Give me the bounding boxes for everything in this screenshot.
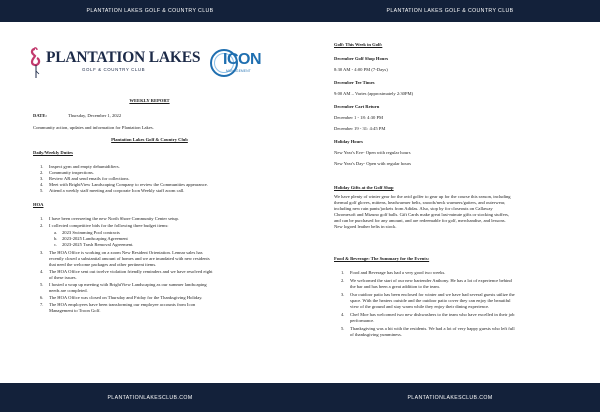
cart-return-line: December 1 - 18: 4:30 PM: [334, 115, 384, 120]
report-title: WEEKLY REPORT: [129, 98, 170, 103]
holiday-hours-heading: Holiday Hours: [334, 139, 363, 144]
holiday-hours-line: New Year's Eve- Open with regular hours: [334, 150, 411, 155]
list-item: Attend a weekly staff meeting and corporate Icon Weekly staff zoom call.: [49, 188, 185, 193]
sub-list-item: 2023 Swimming Pool contracts: [62, 230, 120, 235]
list-item-continued: Management to Troon Golf.: [49, 308, 101, 313]
list-item: The HOA Office is working on a zoom New Resident Orientation. Lennar sales has: [49, 250, 203, 255]
list-number: 3.: [341, 292, 345, 297]
list-item: The HOA Office sent out twelve violation friendly reminders and we have resolved eight: [49, 269, 213, 274]
list-item: Community inspections.: [49, 170, 94, 175]
list-number: 1.: [40, 164, 44, 169]
icon-logo-subtext: MANAGEMENT: [226, 69, 251, 73]
list-number: 7.: [40, 302, 44, 307]
gifts-heading: Holiday Gifts at the Golf Shop: [334, 185, 394, 190]
plantation-lakes-logo-subtext: GOLF & COUNTRY CLUB: [82, 67, 146, 72]
paragraph-line: We have plenty of winter gear for the avid golfer to gear up for the course this season, including: [334, 194, 511, 199]
tee-times-heading: December Tee Times: [334, 80, 375, 85]
paragraph-line: including new rain pants/jackets from Adidas. Also, stop by for closeouts on Callaway: [334, 206, 493, 211]
list-number: 4.: [341, 312, 345, 317]
list-item-continued: space. With the heaters outside and the outdoor patio cover they can enjoy the beautiful: [350, 298, 511, 303]
sub-list-letter: c.: [54, 242, 58, 247]
list-item: I hosted a wrap up meeting with BrightView Landscaping as our summer landscaping: [49, 282, 207, 287]
tee-times-value: 9:00 AM – Varies (approximately 2:30PM): [334, 91, 414, 96]
cart-return-heading: December Cart Return: [334, 104, 380, 109]
duties-heading: Daily/Weekly Duties: [33, 150, 73, 155]
paragraph-line: Chromesoft and Mizuno golf balls. Gift Cards make great last-minute gifts or stocking stuffers,: [334, 212, 510, 217]
list-number: 5.: [40, 188, 44, 193]
flamingo-logo-icon: [29, 47, 43, 79]
header-band: [0, 0, 600, 22]
list-number: 3.: [40, 176, 44, 181]
list-item: The HOA employees have been transforming our employee accounts from Icon: [49, 302, 196, 307]
list-number: 2.: [40, 223, 44, 228]
list-number: 2.: [341, 278, 345, 283]
sub-list-letter: a.: [54, 230, 58, 235]
sub-list-item: 2023-2025 Trash Removal Agreement.: [62, 242, 134, 247]
list-item-continued: view of the ground and stay warm while they enjoy their dining experience.: [350, 304, 490, 309]
list-item: Chef Moe has welcomed two new dishwashers to the team who have excelled in their job: [350, 312, 515, 317]
icon-logo-text: ICON: [223, 51, 261, 68]
list-item: Review AR and send emails for collections.: [49, 176, 130, 181]
date-label: DATE:: [33, 113, 47, 118]
list-number: 3.: [40, 250, 44, 255]
list-number: 5.: [40, 282, 44, 287]
left-page: [0, 22, 299, 383]
list-item-continued: of thanksgiving yumminess.: [350, 332, 402, 337]
list-number: 6.: [40, 295, 44, 300]
paragraph-line: New logoed leather belts in stock.: [334, 224, 397, 229]
logo-row: [29, 47, 269, 81]
list-item-continued: recently closed a substantial amount of homes and we are inundated with new residents: [49, 256, 210, 261]
list-number: 4.: [40, 269, 44, 274]
footer-band: [0, 383, 600, 412]
list-item-continued: performance.: [350, 318, 375, 323]
footer-link-left[interactable]: PLANTATIONLAKESCLUB.COM: [107, 394, 193, 401]
list-item-continued: of these issues.: [49, 275, 77, 280]
shop-hours-heading: December Golf Shop Hours: [334, 56, 389, 61]
list-item: Food and Beverage has had a very good two weeks.: [350, 270, 446, 275]
header-text-right: PLANTATION LAKES GOLF & COUNTRY CLUB: [386, 8, 514, 14]
hoa-heading: HOA: [33, 202, 44, 207]
list-item: Our outdoor patio has been enclosed for winter and we have had several guests utilize the: [350, 292, 515, 297]
list-item: The HOA Office was closed on Thursday and Friday for the Thanksgiving Holiday.: [49, 295, 203, 300]
list-item-continued: that need the welcome packages and other pertinent items.: [49, 262, 157, 267]
list-item-continued: the bar and has been a great addition to the team.: [350, 284, 440, 289]
intro-text: Community action, updates and information for Plantation Lakes.: [33, 125, 154, 130]
golf-heading: Golf: This Week in Golf:: [334, 42, 383, 47]
header-text-left: PLANTATION LAKES GOLF & COUNTRY CLUB: [86, 8, 214, 14]
paragraph-line: and can be purchased for any amount, and are redeemable for golf, merchandise, and lessons.: [334, 218, 506, 223]
date-value: Thursday, December 1, 2022: [68, 113, 122, 118]
fb-heading: Food & Beverage: The Summary for the Events:: [334, 256, 430, 261]
holiday-hours-line: New Year's Day- Open with regular hours: [334, 161, 411, 166]
footer-link-right[interactable]: PLANTATIONLAKESCLUB.COM: [407, 394, 493, 401]
list-number: 1.: [40, 216, 44, 221]
cart-return-line: December 19 - 31: 4:45 PM: [334, 126, 386, 131]
sub-list-letter: b.: [54, 236, 58, 241]
shop-hours-value: 8:30 AM - 4:00 PM (7-Days): [334, 67, 388, 72]
org-title: Plantation Lakes Golf & Country Club: [111, 137, 188, 142]
list-item: We welcomed the start of our new bartender Anthony. He has a lot of experience behind: [350, 278, 512, 283]
list-item: Meet with BrightView Landscaping Company to review the Communities appearance.: [49, 182, 208, 187]
list-number: 5.: [341, 326, 345, 331]
list-number: 2.: [40, 170, 44, 175]
sub-list-item: 2023-2025 Landscaping Agreement: [62, 236, 128, 241]
right-page: [301, 22, 600, 383]
list-item: Inspect gym and empty dehumidifiers.: [49, 164, 120, 169]
list-item: Thanksgiving was a hit with the residents. We had a lot of very happy guests who left full: [350, 326, 515, 331]
list-number: 1.: [341, 270, 345, 275]
list-number: 4.: [40, 182, 44, 187]
list-item-continued: needs are completed.: [49, 288, 88, 293]
plantation-lakes-logo-text: PLANTATION LAKES: [46, 49, 201, 66]
paragraph-line: thermal golf gloves, mittens, headwarmer belts, snoods/neck warmers/gaiters, and outerwear,: [334, 200, 506, 205]
list-item: I collected competitive bids for the following three budget items:: [49, 223, 169, 228]
list-item: I have been overseeing the new North Shore Community Center setup.: [49, 216, 179, 221]
